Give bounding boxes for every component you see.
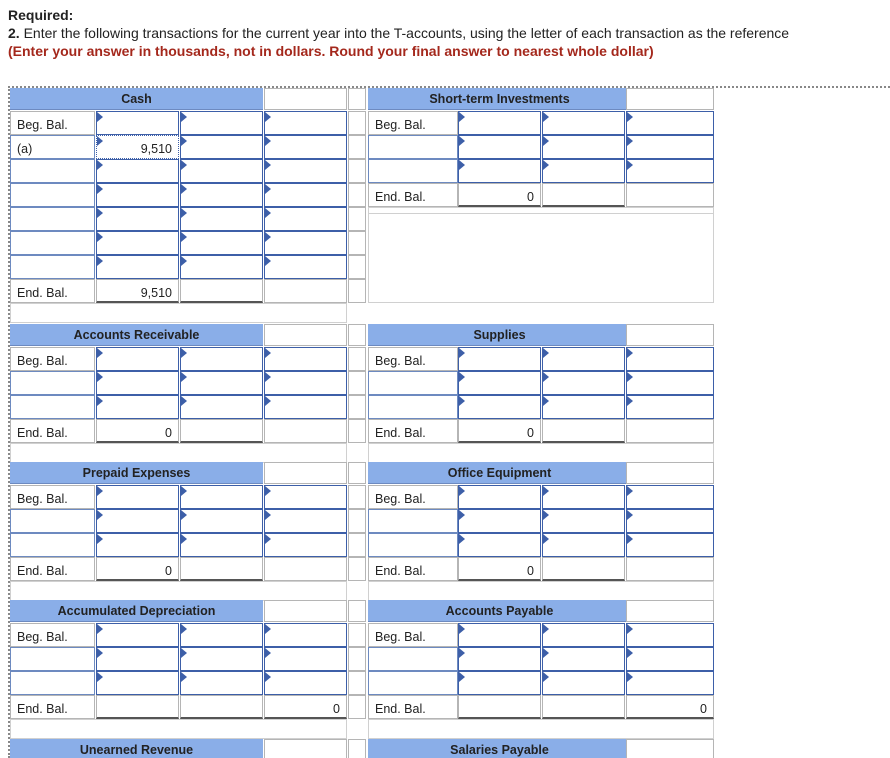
dropdown-flag-icon: [459, 624, 465, 634]
sti-debit-input-0[interactable]: [458, 135, 541, 159]
cash-gutter: [348, 207, 366, 231]
dropdown-flag-icon: [97, 672, 103, 682]
office-debit-input-1[interactable]: [458, 533, 541, 557]
dropdown-flag-icon: [97, 348, 103, 358]
prepaid-gutter: [348, 509, 366, 533]
dropdown-flag-icon: [97, 624, 103, 634]
sti-extra-input-1[interactable]: [626, 159, 714, 183]
accdep-beg-extra-input[interactable]: [264, 623, 347, 647]
ar-beg-debit-input[interactable]: [96, 347, 179, 371]
prepaid-extra-input-0[interactable]: [264, 509, 347, 533]
dropdown-flag-icon: [459, 534, 465, 544]
supplies-title: Supplies: [368, 324, 631, 346]
accdep-debit-input-1[interactable]: [96, 671, 179, 695]
dropdown-flag-icon: [97, 256, 103, 266]
accdep-spacer-row: [10, 719, 347, 739]
dropdown-flag-icon: [181, 396, 187, 406]
ar-debit-input-0[interactable]: [96, 371, 179, 395]
cash-end-label: End. Bal.: [10, 279, 95, 303]
dropdown-flag-icon: [97, 208, 103, 218]
ar-extra-input-1[interactable]: [264, 395, 347, 419]
accdep-ref-input-0[interactable]: [10, 647, 95, 671]
accdep-ref-input-1[interactable]: [10, 671, 95, 695]
cash-credit-input-0[interactable]: [180, 135, 263, 159]
ar-ref-input-1[interactable]: [10, 395, 95, 419]
dropdown-flag-icon: [265, 510, 271, 520]
prepaid-debit-input-1[interactable]: [96, 533, 179, 557]
cash-gutter: [348, 111, 366, 135]
supplies-spacer-row: [368, 443, 714, 463]
sti-beg-label: Beg. Bal.: [368, 111, 458, 135]
cash-extra-input-1[interactable]: [264, 159, 347, 183]
cash-debit-input-3[interactable]: [96, 207, 179, 231]
dropdown-flag-icon: [97, 510, 103, 520]
cash-ref-input-4[interactable]: [10, 231, 95, 255]
ar-beg-credit-input[interactable]: [180, 347, 263, 371]
dropdown-flag-icon: [97, 486, 103, 496]
supplies-end-label: End. Bal.: [368, 419, 458, 443]
dropdown-flag-icon: [265, 112, 271, 122]
dropdown-flag-icon: [181, 232, 187, 242]
cash-gutter: [348, 88, 366, 110]
cash-spacer-row: [10, 303, 347, 323]
prepaid-ref-input-0[interactable]: [10, 509, 95, 533]
ar-end-spacer: [264, 419, 347, 443]
ar-title: Accounts Receivable: [10, 324, 263, 346]
cash-extra-input-0[interactable]: [264, 135, 347, 159]
office-end-spacer: [626, 557, 714, 581]
accdep-beg-credit-input[interactable]: [180, 623, 263, 647]
prepaid-title-spacer: [264, 462, 347, 484]
prepaid-end-label: End. Bal.: [10, 557, 95, 581]
dropdown-flag-icon: [543, 534, 549, 544]
cash-beg-label: Beg. Bal.: [10, 111, 95, 135]
office-extra-input-1[interactable]: [626, 533, 714, 557]
prepaid-gutter: [348, 485, 366, 509]
ap-ref-input-1[interactable]: [368, 671, 458, 695]
ap-beg-label: Beg. Bal.: [368, 623, 458, 647]
cash-gutter: [348, 231, 366, 255]
prepaid-gutter: [348, 557, 366, 581]
dropdown-flag-icon: [627, 396, 633, 406]
accdep-debit-input-0[interactable]: [96, 647, 179, 671]
dropdown-flag-icon: [265, 232, 271, 242]
prepaid-gutter: [348, 462, 366, 484]
office-beg-debit-input[interactable]: [458, 485, 541, 509]
dropdown-flag-icon: [543, 486, 549, 496]
cash-credit-input-3[interactable]: [180, 207, 263, 231]
dropdown-flag-icon: [181, 112, 187, 122]
dropdown-flag-icon: [627, 486, 633, 496]
office-end-credit: [542, 557, 625, 581]
dropdown-flag-icon: [459, 372, 465, 382]
cash-gutter: [348, 135, 366, 159]
dropdown-flag-icon: [627, 112, 633, 122]
ap-title-spacer: [626, 600, 714, 622]
cash-ref-input-5[interactable]: [10, 255, 95, 279]
ap-spacer-row: [368, 719, 714, 739]
question-header: [8, 6, 888, 60]
dropdown-flag-icon: [181, 510, 187, 520]
dropdown-flag-icon: [181, 160, 187, 170]
dropdown-flag-icon: [97, 112, 103, 122]
dropdown-flag-icon: [459, 486, 465, 496]
office-beg-credit-input[interactable]: [542, 485, 625, 509]
office-ref-input-0[interactable]: [368, 509, 458, 533]
dropdown-flag-icon: [265, 534, 271, 544]
ap-end-credit: [542, 695, 625, 719]
unearned-title-spacer: [264, 739, 347, 758]
supplies-beg-credit-input[interactable]: [542, 347, 625, 371]
dropdown-flag-icon: [181, 348, 187, 358]
accdep-gutter: [348, 623, 366, 647]
accdep-credit-input-1[interactable]: [180, 671, 263, 695]
cash-title: Cash: [10, 88, 263, 110]
ar-extra-input-0[interactable]: [264, 371, 347, 395]
cash-credit-input-4[interactable]: [180, 231, 263, 255]
dropdown-flag-icon: [181, 372, 187, 382]
accdep-title: Accumulated Depreciation: [10, 600, 263, 622]
sti-beg-credit-input[interactable]: [542, 111, 625, 135]
ar-end-credit: [180, 419, 263, 443]
cash-debit-input-2[interactable]: [96, 183, 179, 207]
cash-ref-input-0[interactable]: (a): [10, 135, 95, 159]
accdep-gutter: [348, 671, 366, 695]
dropdown-flag-icon: [543, 648, 549, 658]
ar-title-spacer: [264, 324, 347, 346]
supplies-beg-extra-input[interactable]: [626, 347, 714, 371]
dropdown-flag-icon: [543, 396, 549, 406]
dropdown-flag-icon: [627, 672, 633, 682]
dropdown-flag-icon: [97, 648, 103, 658]
ar-gutter: [348, 395, 366, 419]
cash-ref-input-2[interactable]: [10, 183, 95, 207]
required-label: Required:: [8, 7, 74, 23]
supplies-extra-input-1[interactable]: [626, 395, 714, 419]
dropdown-flag-icon: [627, 348, 633, 358]
prepaid-spacer-row: [10, 581, 347, 601]
question-number: 2.: [8, 25, 20, 41]
supplies-beg-debit-input[interactable]: [458, 347, 541, 371]
dropdown-flag-icon: [627, 648, 633, 658]
accdep-title-spacer: [264, 600, 347, 622]
dropdown-flag-icon: [181, 256, 187, 266]
dropdown-flag-icon: [181, 672, 187, 682]
dropdown-flag-icon: [265, 672, 271, 682]
ar-gutter: [348, 324, 366, 346]
cash-gutter: [348, 183, 366, 207]
prepaid-beg-debit-input[interactable]: [96, 485, 179, 509]
dropdown-flag-icon: [265, 208, 271, 218]
dropdown-flag-icon: [181, 208, 187, 218]
dropdown-flag-icon: [543, 624, 549, 634]
office-extra-input-0[interactable]: [626, 509, 714, 533]
ar-spacer-row: [10, 443, 347, 463]
ar-beg-extra-input[interactable]: [264, 347, 347, 371]
sti-title-spacer: [626, 88, 714, 110]
accdep-gutter: [348, 695, 366, 719]
ap-beg-debit-input[interactable]: [458, 623, 541, 647]
sti-end-debit: 0: [458, 183, 541, 207]
office-ref-input-1[interactable]: [368, 533, 458, 557]
prepaid-debit-input-0[interactable]: [96, 509, 179, 533]
accdep-credit-input-0[interactable]: [180, 647, 263, 671]
office-title: Office Equipment: [368, 462, 631, 484]
cash-end-debit: 9,510: [96, 279, 179, 303]
dropdown-flag-icon: [97, 136, 103, 146]
dropdown-flag-icon: [97, 396, 103, 406]
cash-ref-input-3[interactable]: [10, 207, 95, 231]
dropdown-flag-icon: [459, 136, 465, 146]
cash-debit-input-5[interactable]: [96, 255, 179, 279]
dropdown-flag-icon: [265, 348, 271, 358]
accdep-end-label: End. Bal.: [10, 695, 95, 719]
office-end-label: End. Bal.: [368, 557, 458, 581]
ar-gutter: [348, 419, 366, 443]
sti-credit-input-0[interactable]: [542, 135, 625, 159]
dropdown-flag-icon: [265, 372, 271, 382]
ar-end-label: End. Bal.: [10, 419, 95, 443]
supplies-title-spacer: [626, 324, 714, 346]
dropdown-flag-icon: [97, 160, 103, 170]
right-empty-area: [368, 213, 714, 303]
dropdown-flag-icon: [459, 396, 465, 406]
prepaid-ref-input-1[interactable]: [10, 533, 95, 557]
sti-credit-input-1[interactable]: [542, 159, 625, 183]
dropdown-flag-icon: [181, 184, 187, 194]
accdep-end-credit: [180, 695, 263, 719]
supplies-ref-input-0[interactable]: [368, 371, 458, 395]
instruction-text: (Enter your answer in thousands, not in dollars. Round your final answer to nearest whole dollar): [8, 43, 654, 59]
supplies-debit-input-1[interactable]: [458, 395, 541, 419]
dropdown-flag-icon: [265, 648, 271, 658]
dropdown-flag-icon: [265, 160, 271, 170]
sti-beg-extra-input[interactable]: [626, 111, 714, 135]
accdep-end-debit: [96, 695, 179, 719]
cash-end-spacer: [264, 279, 347, 303]
dropdown-flag-icon: [459, 648, 465, 658]
dropdown-flag-icon: [543, 372, 549, 382]
accdep-gutter: [348, 600, 366, 622]
dropdown-flag-icon: [459, 160, 465, 170]
dropdown-flag-icon: [181, 486, 187, 496]
sti-end-label: End. Bal.: [368, 183, 458, 207]
supplies-extra-input-0[interactable]: [626, 371, 714, 395]
cash-debit-input-1[interactable]: [96, 159, 179, 183]
ap-ref-input-0[interactable]: [368, 647, 458, 671]
ap-end-spacer: 0: [626, 695, 714, 719]
cash-ref-input-1[interactable]: [10, 159, 95, 183]
supplies-end-spacer: [626, 419, 714, 443]
office-end-debit: 0: [458, 557, 541, 581]
dropdown-flag-icon: [543, 136, 549, 146]
accdep-gutter: [348, 647, 366, 671]
ap-debit-input-0[interactable]: [458, 647, 541, 671]
dropdown-flag-icon: [543, 510, 549, 520]
ap-beg-extra-input[interactable]: [626, 623, 714, 647]
question-line: [8, 24, 888, 42]
office-credit-input-0[interactable]: [542, 509, 625, 533]
dropdown-flag-icon: [459, 672, 465, 682]
cash-credit-input-5[interactable]: [180, 255, 263, 279]
office-beg-extra-input[interactable]: [626, 485, 714, 509]
t-accounts-grid: [8, 86, 890, 758]
supplies-debit-input-0[interactable]: [458, 371, 541, 395]
dropdown-flag-icon: [627, 624, 633, 634]
dropdown-flag-icon: [627, 372, 633, 382]
dropdown-flag-icon: [97, 184, 103, 194]
sti-ref-input-0[interactable]: [368, 135, 458, 159]
supplies-credit-input-0[interactable]: [542, 371, 625, 395]
cash-beg-extra-input[interactable]: [264, 111, 347, 135]
cash-title-spacer: [264, 88, 347, 110]
cash-extra-input-5[interactable]: [264, 255, 347, 279]
dropdown-flag-icon: [97, 372, 103, 382]
prepaid-beg-label: Beg. Bal.: [10, 485, 95, 509]
dropdown-flag-icon: [543, 160, 549, 170]
ar-gutter: [348, 347, 366, 371]
dropdown-flag-icon: [265, 136, 271, 146]
dropdown-flag-icon: [265, 396, 271, 406]
ap-extra-input-1[interactable]: [626, 671, 714, 695]
accdep-beg-debit-input[interactable]: [96, 623, 179, 647]
accdep-beg-label: Beg. Bal.: [10, 623, 95, 647]
ap-title: Accounts Payable: [368, 600, 631, 622]
cash-debit-input-0[interactable]: 9,510: [96, 135, 179, 159]
dropdown-flag-icon: [97, 232, 103, 242]
dropdown-flag-icon: [627, 160, 633, 170]
cash-gutter: [348, 279, 366, 303]
unearned-gutter: [348, 739, 366, 758]
cash-end-credit: [180, 279, 263, 303]
office-debit-input-0[interactable]: [458, 509, 541, 533]
sti-debit-input-1[interactable]: [458, 159, 541, 183]
ap-end-label: End. Bal.: [368, 695, 458, 719]
dropdown-flag-icon: [181, 624, 187, 634]
cash-beg-debit-input[interactable]: [96, 111, 179, 135]
office-spacer-row: [368, 581, 714, 601]
ar-gutter: [348, 371, 366, 395]
prepaid-title: Prepaid Expenses: [10, 462, 263, 484]
prepaid-beg-extra-input[interactable]: [264, 485, 347, 509]
sti-title: Short-term Investments: [368, 88, 631, 110]
dropdown-flag-icon: [265, 624, 271, 634]
ap-credit-input-0[interactable]: [542, 647, 625, 671]
ar-beg-label: Beg. Bal.: [10, 347, 95, 371]
ar-debit-input-1[interactable]: [96, 395, 179, 419]
ar-credit-input-1[interactable]: [180, 395, 263, 419]
dropdown-flag-icon: [543, 672, 549, 682]
cash-debit-input-4[interactable]: [96, 231, 179, 255]
sti-end-credit: [542, 183, 625, 207]
office-title-spacer: [626, 462, 714, 484]
prepaid-end-debit: 0: [96, 557, 179, 581]
prepaid-end-credit: [180, 557, 263, 581]
cash-gutter: [348, 255, 366, 279]
ap-credit-input-1[interactable]: [542, 671, 625, 695]
prepaid-beg-credit-input[interactable]: [180, 485, 263, 509]
cash-extra-input-4[interactable]: [264, 231, 347, 255]
dropdown-flag-icon: [459, 112, 465, 122]
ar-end-debit: 0: [96, 419, 179, 443]
dropdown-flag-icon: [627, 136, 633, 146]
dropdown-flag-icon: [97, 534, 103, 544]
salaries-title-spacer: [626, 739, 714, 758]
ap-beg-credit-input[interactable]: [542, 623, 625, 647]
dropdown-flag-icon: [181, 648, 187, 658]
office-credit-input-1[interactable]: [542, 533, 625, 557]
ar-ref-input-0[interactable]: [10, 371, 95, 395]
question-text: Enter the following transactions for the current year into the T-accounts, using the letter of each transaction as the reference: [23, 25, 790, 41]
dropdown-flag-icon: [181, 534, 187, 544]
supplies-ref-input-1[interactable]: [368, 395, 458, 419]
dropdown-flag-icon: [459, 348, 465, 358]
prepaid-extra-input-1[interactable]: [264, 533, 347, 557]
dropdown-flag-icon: [265, 486, 271, 496]
ar-credit-input-0[interactable]: [180, 371, 263, 395]
dropdown-flag-icon: [459, 510, 465, 520]
cash-beg-credit-input[interactable]: [180, 111, 263, 135]
dropdown-flag-icon: [543, 112, 549, 122]
unearned-title: Unearned Revenue: [10, 739, 263, 758]
salaries-title: Salaries Payable: [368, 739, 631, 758]
sti-beg-debit-input[interactable]: [458, 111, 541, 135]
cash-extra-input-3[interactable]: [264, 207, 347, 231]
dropdown-flag-icon: [265, 256, 271, 266]
dropdown-flag-icon: [543, 348, 549, 358]
ap-extra-input-0[interactable]: [626, 647, 714, 671]
prepaid-credit-input-0[interactable]: [180, 509, 263, 533]
cash-gutter: [348, 159, 366, 183]
supplies-end-debit: 0: [458, 419, 541, 443]
sti-end-spacer: [626, 183, 714, 207]
sti-extra-input-0[interactable]: [626, 135, 714, 159]
cash-credit-input-2[interactable]: [180, 183, 263, 207]
supplies-credit-input-1[interactable]: [542, 395, 625, 419]
ap-end-debit: [458, 695, 541, 719]
supplies-end-credit: [542, 419, 625, 443]
prepaid-credit-input-1[interactable]: [180, 533, 263, 557]
accdep-extra-input-0[interactable]: [264, 647, 347, 671]
ap-debit-input-1[interactable]: [458, 671, 541, 695]
dropdown-flag-icon: [627, 534, 633, 544]
prepaid-end-spacer: [264, 557, 347, 581]
prepaid-gutter: [348, 533, 366, 557]
dropdown-flag-icon: [181, 136, 187, 146]
supplies-beg-label: Beg. Bal.: [368, 347, 458, 371]
accdep-end-spacer: 0: [264, 695, 347, 719]
office-beg-label: Beg. Bal.: [368, 485, 458, 509]
sti-ref-input-1[interactable]: [368, 159, 458, 183]
dropdown-flag-icon: [265, 184, 271, 194]
accdep-extra-input-1[interactable]: [264, 671, 347, 695]
cash-extra-input-2[interactable]: [264, 183, 347, 207]
dropdown-flag-icon: [627, 510, 633, 520]
cash-credit-input-1[interactable]: [180, 159, 263, 183]
